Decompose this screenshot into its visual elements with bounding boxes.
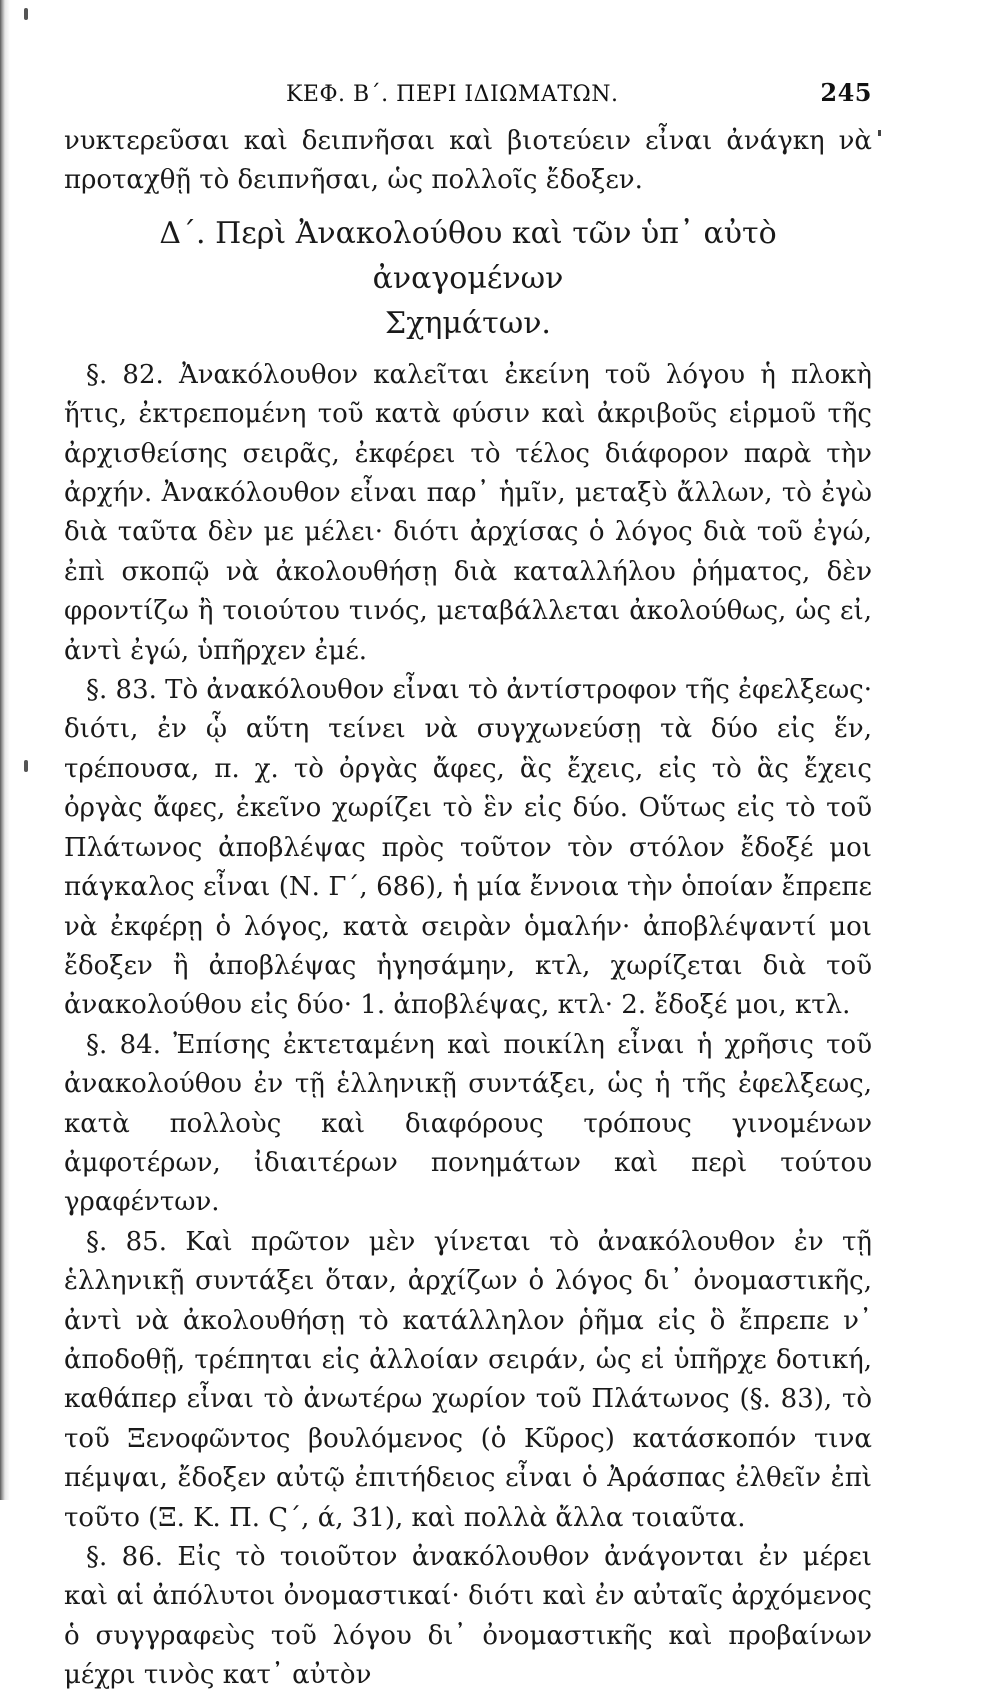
section-heading-line-2: Σχημάτων.: [385, 305, 551, 341]
edge-mark: [24, 760, 28, 772]
page-header: [64, 78, 872, 122]
page-edge-shadow: [0, 0, 10, 1500]
running-title: ΚΕΦ. Β΄. ΠΕΡΙ ΙΔΙΩΜΑΤΩΝ.: [286, 82, 619, 107]
paragraph-84: §. 84. Ἐπίσης ἐκτεταμένη καὶ ποικίλη εἶναι ἡ χρῆσις τοῦ ἀνακολούθου ἐν τῇ ἑλληνικῇ συντάξει, ὡς ἡ τῆς ἐφελξεως, κατὰ πολλοὺς καὶ διαφόρους τρόπους γινομένων ἀμφοτέρων, ἰδιαιτέρων πονημάτων καὶ περὶ τούτου γραφέντων.: [64, 1029, 872, 1218]
page-body: [64, 122, 872, 1696]
page-number: 245: [820, 78, 872, 107]
paragraph-86: §. 86. Εἰς τὸ τοιοῦτον ἀνακόλουθον ἀνάγονται ἐν μέρει καὶ αἱ ἀπόλυτοι ὀνομαστικαί· διότι καὶ ἐν αὐταῖς ἀρχόμενος ὁ συγγραφεὺς τοῦ λόγου δι᾽ ὀνομαστικῆς καὶ προβαίνων μέχρι τινὸς κατ᾽ αὐτὸν: [64, 1542, 872, 1691]
edge-mark: [24, 8, 28, 20]
section-heading: [64, 211, 872, 346]
margin-mark: [878, 130, 881, 136]
paragraph-85: §. 85. Καὶ πρῶτον μὲν γίνεται τὸ ἀνακόλουθον ἐν τῇ ἑλληνικῇ συντάξει ὅταν, ἀρχίζων ὁ λόγος δι᾽ ὀνομαστικῆς, ἀντὶ νὰ ἀκολουθήσῃ τὸ κατάλληλον ῥῆμα εἰς ὃ ἔπρεπε ν᾽ ἀποδοθῇ, τρέπηται εἰς ἀλλοίαν σειράν, ὡς εἰ ὑπῆρχε δοτική, καθάπερ εἶναι τὸ ἀνωτέρω χωρίον τοῦ Πλάτωνος (§. 83), τὸ τοῦ Ξενοφῶντος βουλόμενος (ὁ Κῦρος) κατάσκοπόν τινα πέμψαι, ἔδοξεν αὐτῷ ἐπιτήδειος εἶναι ὁ Ἀράσπας ἐλθεῖν ἐπὶ τοῦτο (Ξ. Κ. Π. Ϛ΄, ά, 31), καὶ πολλὰ ἄλλα τοιαῦτα.: [64, 1226, 872, 1533]
book-page: [64, 78, 872, 1696]
section-heading-line-1: Δ΄. Περὶ Ἀνακολούθου καὶ τῶν ὑπ᾽ αὐτὸ ἀναγομένων: [159, 215, 777, 296]
paragraph-83: §. 83. Τὸ ἀνακόλουθον εἶναι τὸ ἀντίστροφον τῆς ἐφελξεως· διότι, ἐν ᾧ αὕτη τείνει νὰ συγχωνεύσῃ τὰ δύο εἰς ἕν, τρέπουσα, π. χ. τὸ ὀργὰς ἄφες, ἃς ἔχεις, εἰς τὸ ἃς ἔχεις ὀργὰς ἄφες, ἐκεῖνο χωρίζει τὸ ἓν εἰς δύο. Οὕτως εἰς τὸ τοῦ Πλάτωνος ἀποβλέψας πρὸς τοῦτον τὸν στόλον ἔδοξέ μοι πάγκαλος εἶναι (Ν. Γ΄, 686), ἡ μία ἔννοια τὴν ὁποίαν ἔπρεπε νὰ ἐκφέρῃ ὁ λόγος, κατὰ σειρὰν ὁμαλήν· ἀποβλέψαντί μοι ἔδοξεν ἢ ἀποβλέψας ἡγησάμην, κτλ, χωρίζεται διὰ τοῦ ἀνακολούθου εἰς δύο· 1. ἀποβλέψας, κτλ· 2. ἔδοξέ μοι, κτλ.: [64, 675, 872, 1021]
paragraph-82: §. 82. Ἀνακόλουθον καλεῖται ἐκείνη τοῦ λόγου ἡ πλοκὴ ἥτις, ἐκτρεπομένη τοῦ κατὰ φύσιν καὶ ἀκριβοῦς εἱρμοῦ τῆς ἀρχισθείσης σειρᾶς, ἐκφέρει τὸ τέλος διάφορον παρὰ τὴν ἀρχήν. Ἀνακόλουθον εἶναι παρ᾽ ἡμῖν, μεταξὺ ἄλλων, τὸ ἐγὼ διὰ ταῦτα δὲν με μέλει· διότι ἀρχίσας ὁ λόγος διὰ τοῦ ἐγώ, ἐπὶ σκοπῷ νὰ ἀκολουθήσῃ διὰ καταλλήλου ῥήματος, δὲν φροντίζω ἢ τοιούτου τινός, μεταβάλλεται ἀκολούθως, ὡς εἰ, ἀντὶ ἐγώ, ὑπῆρχεν ἐμέ.: [64, 359, 872, 666]
carryover-paragraph: νυκτερεῦσαι καὶ δειπνῆσαι καὶ βιοτεύειν εἶναι ἀνάγκη νὰ προταχθῇ τὸ δειπνῆσαι, ὡς πολλοῖς ἔδοξεν.: [64, 126, 872, 196]
